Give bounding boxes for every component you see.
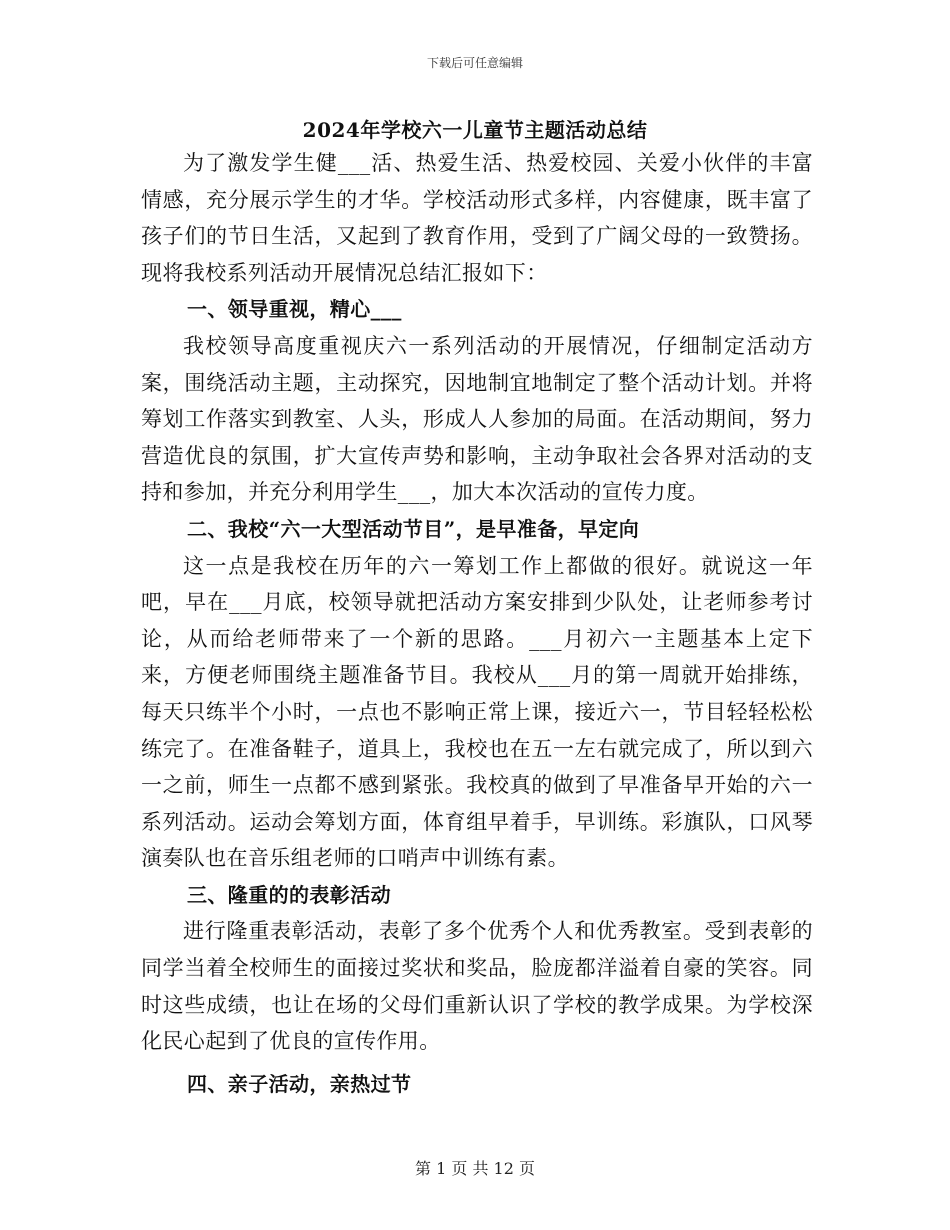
section-paragraph-3: 进行隆重表彰活动，表彰了多个优秀个人和优秀教室。受到表彰的同学当着全校师生的面接过奖状和奖品，脸庞都洋溢着自豪的笑容。同时这些成绩，也让在场的父母们重新认识了学校的教学成果。为学校深化民心起到了优良的宣传作用。 [141, 919, 813, 1054]
section-heading-1: 一、领导重视，精心___ [187, 297, 402, 322]
page-footer: 第 1 页 共 12 页 [415, 1159, 535, 1178]
document-title: 2024年学校六一儿童节主题活动总结 [302, 118, 648, 142]
section-heading-3: 三、隆重的的表彰活动 [187, 882, 391, 907]
document-body [141, 145, 813, 1102]
section-heading-4: 四、亲子活动，亲热过节 [187, 1071, 412, 1096]
section-paragraph-1: 我校领导高度重视庆六一系列活动的开展情况，仔细制定活动方案，围绕活动主题，主动探究，因地制宜地制定了整个活动计划。并将筹划工作落实到教室、人头，形成人人参加的局面。在活动期间，努力营造优良的氛围，扩大宣传声势和影响，主动争取社会各界对活动的支持和参加，并充分利用学生___，加大本次活动的宣传力度。 [141, 333, 813, 505]
intro-paragraph: 为了激发学生健___活、热爱生活、热爱校园、关爱小伙伴的丰富情感，充分展示学生的才华。学校活动形式多样，内容健康，既丰富了孩子们的节日生活，又起到了教育作用，受到了广阔父母的一致赞扬。现将我校系列活动开展情况总结汇报如下： [141, 151, 813, 285]
section-heading-2: 二、我校“六一大型活动节目”，是早准备，早定向 [187, 516, 640, 541]
section-paragraph-2: 这一点是我校在历年的六一筹划工作上都做的很好。就说这一年吧，早在___月底，校领导就把活动方案安排到少队处，让老师参考讨论，从而给老师带来了一个新的思路。___月初六一主题基本上定下来，方便老师围绕主题准备节目。我校从___月的第一周就开始排练，每天只练半个小时，一点也不影响正常上课，接近六一，节目轻轻松松练完了。在准备鞋子，道具上，我校也在五一左右就完成了，所以到六一之前，师生一点都不感到紧张。我校真的做到了早准备早开始的六一系列活动。运动会筹划方面，体育组早着手，早训练。彩旗队，口风琴演奏队也在音乐组老师的口哨声中训练有素。 [141, 553, 813, 871]
header-note: 下载后可任意编辑 [426, 56, 523, 70]
